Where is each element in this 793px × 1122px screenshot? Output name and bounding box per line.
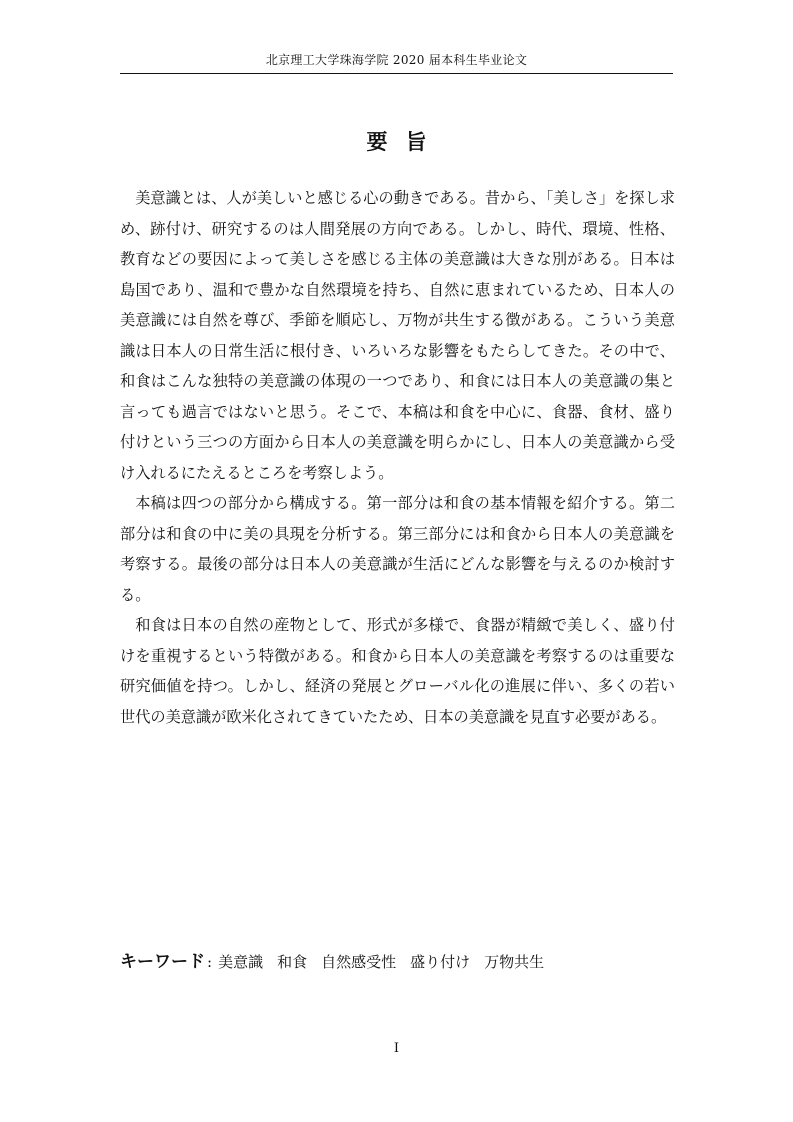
keyword-item: 和食: [277, 953, 308, 971]
keywords-separator: :: [207, 953, 213, 971]
keywords-line: [120, 950, 680, 974]
keyword-item: 美意識: [218, 953, 264, 971]
header-rule: [120, 73, 673, 74]
keyword-item: 万物共生: [484, 953, 545, 971]
abstract-paragraph-3: 和食は日本の自然の産物として、形式が多様で、食器が精緻で美しく、盛り付けを重視するという特徴がある。和食から日本人の美意識を考察するのは重要な研究価値を持つ。しかし、経済の発展とグローバル化の進展に伴い、多くの若い世代の美意識が欧米化されてきていたため、日本の美意識を見直す必要がある。: [120, 616, 676, 726]
abstract-paragraph-1: 美意識とは、人が美しいと感じる心の動きである。昔から、「美しさ」を探し求め、跡付け、研究するのは人間発展の方向である。しかし、時代、環境、性格、教育などの要因によって美しさを感じる主体の美意識は大きな別がある。日本は島国であり、温和で豊かな自然環境を持ち、自然に恵まれているため、日本人の美意識には自然を尊び、季節を順応し、万物が共生する徴がある。こういう美意識は日本人の日常生活に根付き、いろいろな影響をもたらしてきた。その中で、和食はこんな独特の美意識の体現の一つであり、和食には日本人の美意識の集と言っても過言ではないと思う。そこで、本稿は和食を中心に、食器、食材、盛り付けという三つの方面から日本人の美意識を明らかにし、日本人の美意識から受け入れるにたえるところを考察しよう。: [120, 189, 675, 482]
keyword-item: 自然感受性: [321, 953, 397, 971]
running-header: 北京理工大学珠海学院 2020 届本科生毕业论文: [265, 53, 528, 67]
abstract-body: [120, 183, 675, 732]
abstract-paragraph-2: 本稿は四つの部分から構成する。第一部分は和食の基本情報を紹介する。第二部分は和食の中に美の具現を分析する。第三部分には和食から日本人の美意識を考察する。最後の部分は日本人の美意識が生活にどんな影響を与えるのか検討する。: [120, 494, 675, 604]
page-number: I: [393, 1041, 400, 1056]
keywords-label: キーワード: [120, 952, 205, 972]
section-title: 要旨: [366, 129, 445, 154]
keyword-item: 盛り付け: [410, 953, 471, 971]
